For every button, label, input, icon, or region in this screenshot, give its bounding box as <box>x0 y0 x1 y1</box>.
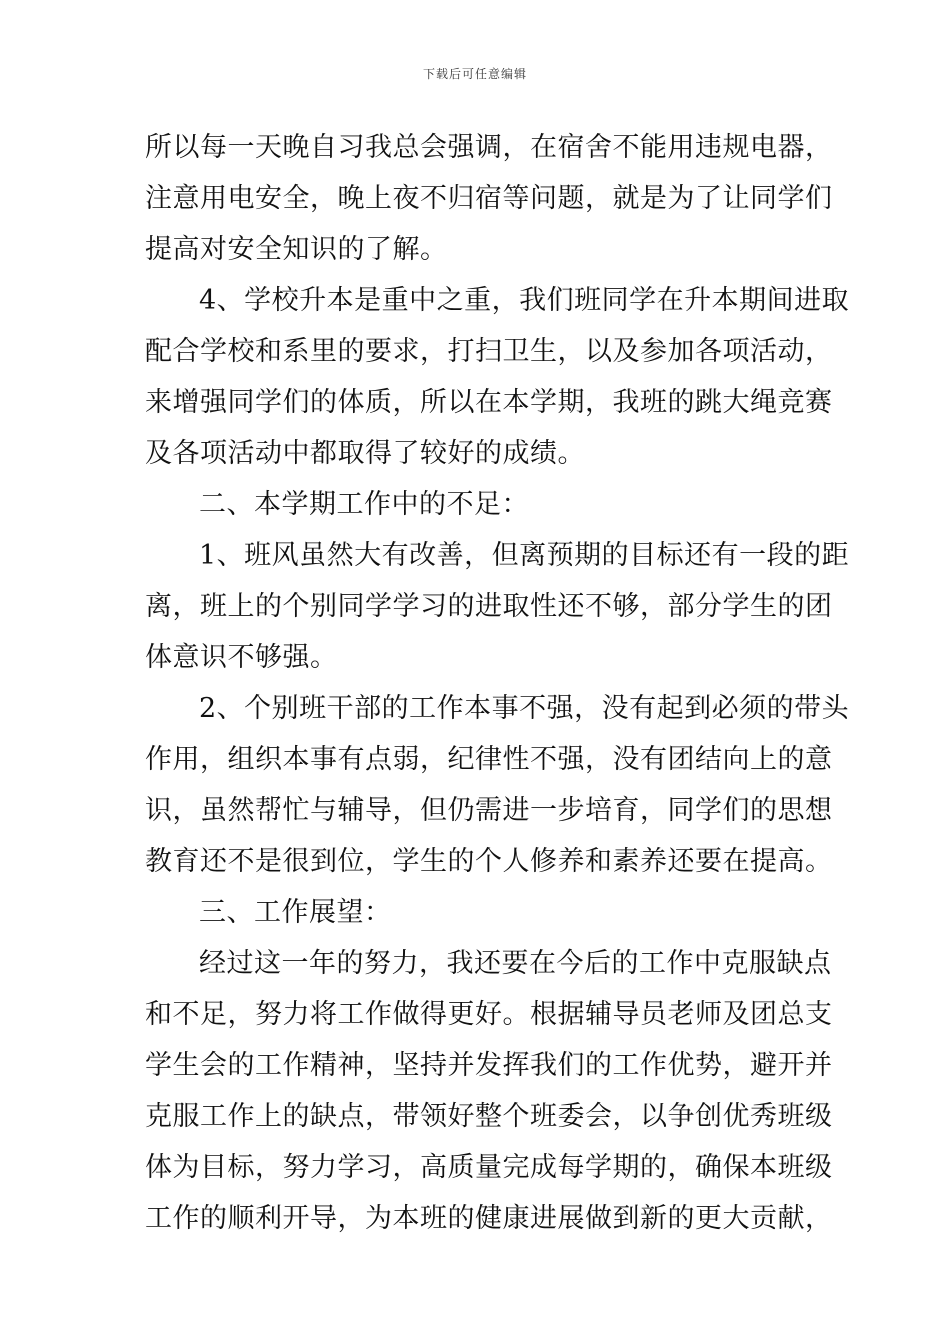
text-line: 及各项活动中都取得了较好的成绩。 <box>145 438 585 469</box>
section-heading: 三、工作展望： <box>199 897 392 928</box>
text-line: 所以每一天晚自习我总会强调，在宿舍不能用违规电器， <box>145 132 833 163</box>
document-body <box>145 122 850 1244</box>
text-line: 作用，组织本事有点弱，纪律性不强，没有团结向上的意 <box>145 744 833 775</box>
text-line: 离，班上的个别同学学习的进取性还不够，部分学生的团 <box>145 591 833 622</box>
text-line: 配合学校和系里的要求，打扫卫生，以及参加各项活动， <box>145 336 833 367</box>
text-line: 体意识不够强。 <box>145 642 338 673</box>
text-line: 和不足，努力将工作做得更好。根据辅导员老师及团总支 <box>145 999 833 1030</box>
text-line: 教育还不是很到位，学生的个人修养和素养还要在提高。 <box>145 846 833 877</box>
paragraph-start-line: 4、学校升本是重中之重，我们班同学在升本期间进取 <box>199 285 850 316</box>
text-line: 识，虽然帮忙与辅导，但仍需进一步培育，同学们的思想 <box>145 795 833 826</box>
text-line: 体为目标，努力学习，高质量完成每学期的，确保本班级 <box>145 1152 833 1183</box>
paragraph-start-line: 经过这一年的努力，我还要在今后的工作中克服缺点 <box>199 948 832 979</box>
text-line: 来增强同学们的体质，所以在本学期，我班的跳大绳竞赛 <box>145 387 833 418</box>
section-heading: 二、本学期工作中的不足： <box>199 489 529 520</box>
text-line: 工作的顺利开导，为本班的健康进展做到新的更大贡献， <box>145 1203 833 1234</box>
paragraph-start-line: 1、班风虽然大有改善，但离预期的目标还有一段的距 <box>199 540 850 571</box>
paragraph-start-line: 2、个别班干部的工作本事不强，没有起到必须的带头 <box>199 693 850 724</box>
text-line: 克服工作上的缺点，带领好整个班委会，以争创优秀班级 <box>145 1101 833 1132</box>
page-header: 下载后可任意编辑 <box>422 67 527 81</box>
text-line: 注意用电安全，晚上夜不归宿等问题，就是为了让同学们 <box>145 183 833 214</box>
text-line: 提高对安全知识的了解。 <box>145 234 448 265</box>
text-line: 学生会的工作精神，坚持并发挥我们的工作优势，避开并 <box>145 1050 833 1081</box>
